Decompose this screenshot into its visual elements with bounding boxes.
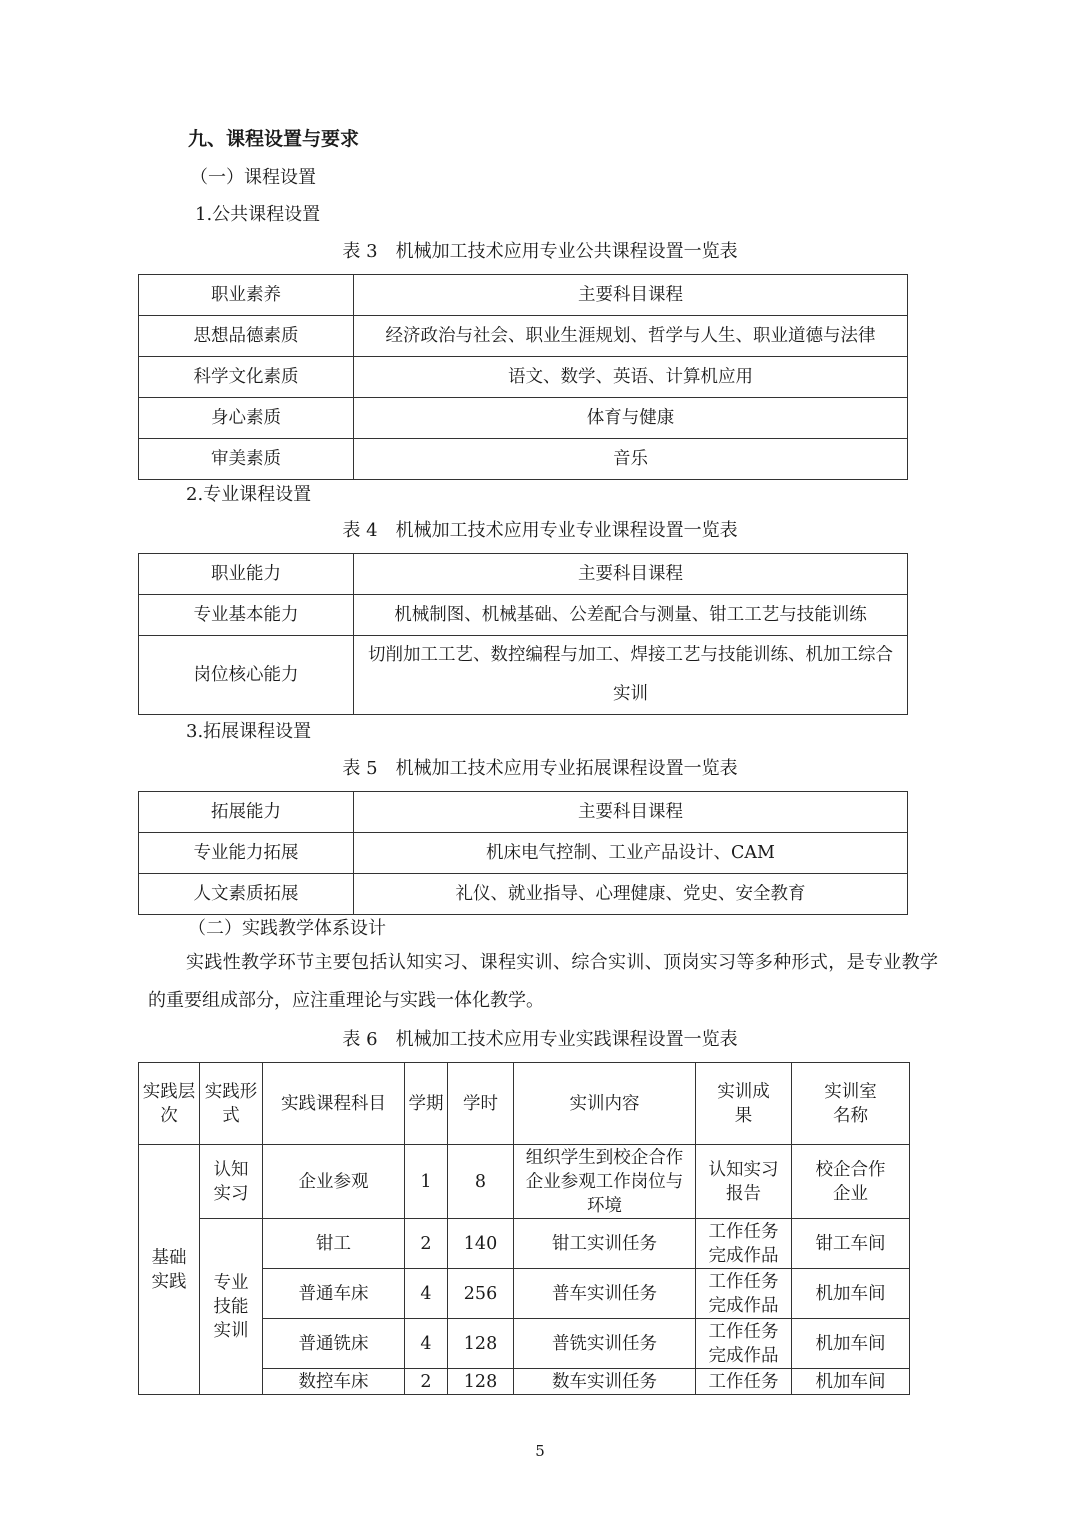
table-cell: 体育与健康	[354, 398, 908, 439]
header-cell: 职业素养	[139, 275, 354, 316]
table-cell: 4	[405, 1319, 448, 1369]
table-row	[139, 1219, 910, 1269]
table-caption: 表 5 机械加工技术应用专业拓展课程设置一览表	[342, 758, 738, 779]
table-cell: 审美素质	[139, 439, 354, 480]
item-title: 3.拓展课程设置	[186, 721, 312, 742]
table-caption: 表 3 机械加工技术应用专业公共课程设置一览表	[342, 241, 738, 262]
table-cell: 数车实训任务	[514, 1369, 696, 1395]
table-cell: 身心素质	[139, 398, 354, 439]
table-cell: 1	[405, 1145, 448, 1219]
header-cell: 实训成果	[696, 1063, 792, 1145]
table-cell: 128	[448, 1369, 514, 1395]
table-caption: 表 4 机械加工技术应用专业专业课程设置一览表	[342, 520, 738, 541]
table-row	[139, 398, 908, 439]
table-cell: 校企合作企业	[792, 1145, 910, 1219]
table-cell: 切削加工工艺、数控编程与加工、焊接工艺与技能训练、机加工综合实训	[354, 636, 908, 715]
header-cell: 实践层次	[139, 1063, 200, 1145]
table-cell: 礼仪、就业指导、心理健康、党史、安全教育	[354, 874, 908, 915]
header-cell: 实践形式	[200, 1063, 263, 1145]
table-cell: 经济政治与社会、职业生涯规划、哲学与人生、职业道德与法律	[354, 316, 908, 357]
header-cell: 学时	[448, 1063, 514, 1145]
header-cell: 主要科目课程	[354, 554, 908, 595]
table-cell: 4	[405, 1269, 448, 1319]
table-cell: 岗位核心能力	[139, 636, 354, 715]
header-cell: 职业能力	[139, 554, 354, 595]
table-header-row	[139, 792, 908, 833]
section-title: 九、课程设置与要求	[188, 128, 360, 150]
table-header-row	[139, 1063, 910, 1145]
table-cell: 钳工	[263, 1219, 405, 1269]
table-cell: 140	[448, 1219, 514, 1269]
table-row	[139, 439, 908, 480]
table-cell: 专业基本能力	[139, 595, 354, 636]
table-cell: 普铣实训任务	[514, 1319, 696, 1369]
subsection-title: （一）课程设置	[190, 167, 316, 188]
table-cell: 工作任务完成作品	[696, 1319, 792, 1369]
table-cell: 2	[405, 1369, 448, 1395]
extension-course-table	[138, 791, 908, 915]
table-row	[139, 357, 908, 398]
practice-form-cell: 认知实习	[200, 1145, 263, 1219]
subsection-title: （二）实践教学体系设计	[188, 918, 386, 939]
table-cell: 8	[448, 1145, 514, 1219]
table-cell: 机械制图、机械基础、公差配合与测量、钳工工艺与技能训练	[354, 595, 908, 636]
table-cell: 专业能力拓展	[139, 833, 354, 874]
table-cell: 机加车间	[792, 1369, 910, 1395]
professional-course-table	[138, 553, 908, 715]
header-cell: 实训室名称	[792, 1063, 910, 1145]
item-title: 1.公共课程设置	[195, 204, 321, 225]
item-title: 2.专业课程设置	[186, 484, 312, 505]
table-cell: 数控车床	[263, 1369, 405, 1395]
table-row	[139, 874, 908, 915]
table-caption: 表 6 机械加工技术应用专业实践课程设置一览表	[342, 1029, 738, 1050]
header-cell: 实训内容	[514, 1063, 696, 1145]
public-course-table	[138, 274, 908, 480]
table-cell: 认知实习报告	[696, 1145, 792, 1219]
table-cell: 语文、数学、英语、计算机应用	[354, 357, 908, 398]
table-cell: 工作任务完成作品	[696, 1269, 792, 1319]
table-cell: 机加车间	[792, 1319, 910, 1369]
table-row	[139, 595, 908, 636]
header-cell: 实践课程科目	[263, 1063, 405, 1145]
table-cell: 企业参观	[263, 1145, 405, 1219]
page-number: 5	[535, 1442, 545, 1460]
table-cell: 256	[448, 1269, 514, 1319]
header-cell: 学期	[405, 1063, 448, 1145]
table-header-row	[139, 554, 908, 595]
table-cell: 普车实训任务	[514, 1269, 696, 1319]
table-cell: 2	[405, 1219, 448, 1269]
table-cell: 机床电气控制、工业产品设计、CAM	[354, 833, 908, 874]
table-cell: 科学文化素质	[139, 357, 354, 398]
table-cell: 工作任务	[696, 1369, 792, 1395]
table-cell: 机加车间	[792, 1269, 910, 1319]
table-cell: 思想品德素质	[139, 316, 354, 357]
table-cell: 组织学生到校企合作企业参观工作岗位与环境	[514, 1145, 696, 1219]
practice-course-table	[138, 1062, 910, 1395]
header-cell: 拓展能力	[139, 792, 354, 833]
table-cell: 普通铣床	[263, 1319, 405, 1369]
table-row	[139, 833, 908, 874]
table-cell: 工作任务完成作品	[696, 1219, 792, 1269]
table-cell: 128	[448, 1319, 514, 1369]
table-cell: 普通车床	[263, 1269, 405, 1319]
body-paragraph: 实践性教学环节主要包括认知实习、课程实训、综合实训、顶岗实习等多种形式，是专业教学的重要组成部分，应注重理论与实践一体化教学。	[148, 952, 938, 1011]
practice-form-cell: 专业技能实训	[200, 1219, 263, 1395]
table-header-row	[139, 275, 908, 316]
header-cell: 主要科目课程	[354, 275, 908, 316]
header-cell: 主要科目课程	[354, 792, 908, 833]
table-cell: 钳工实训任务	[514, 1219, 696, 1269]
table-row	[139, 1145, 910, 1219]
table-cell: 音乐	[354, 439, 908, 480]
table-cell: 钳工车间	[792, 1219, 910, 1269]
table-cell: 人文素质拓展	[139, 874, 354, 915]
practice-level-cell: 基础实践	[139, 1145, 200, 1395]
table-row	[139, 316, 908, 357]
table-row	[139, 636, 908, 715]
